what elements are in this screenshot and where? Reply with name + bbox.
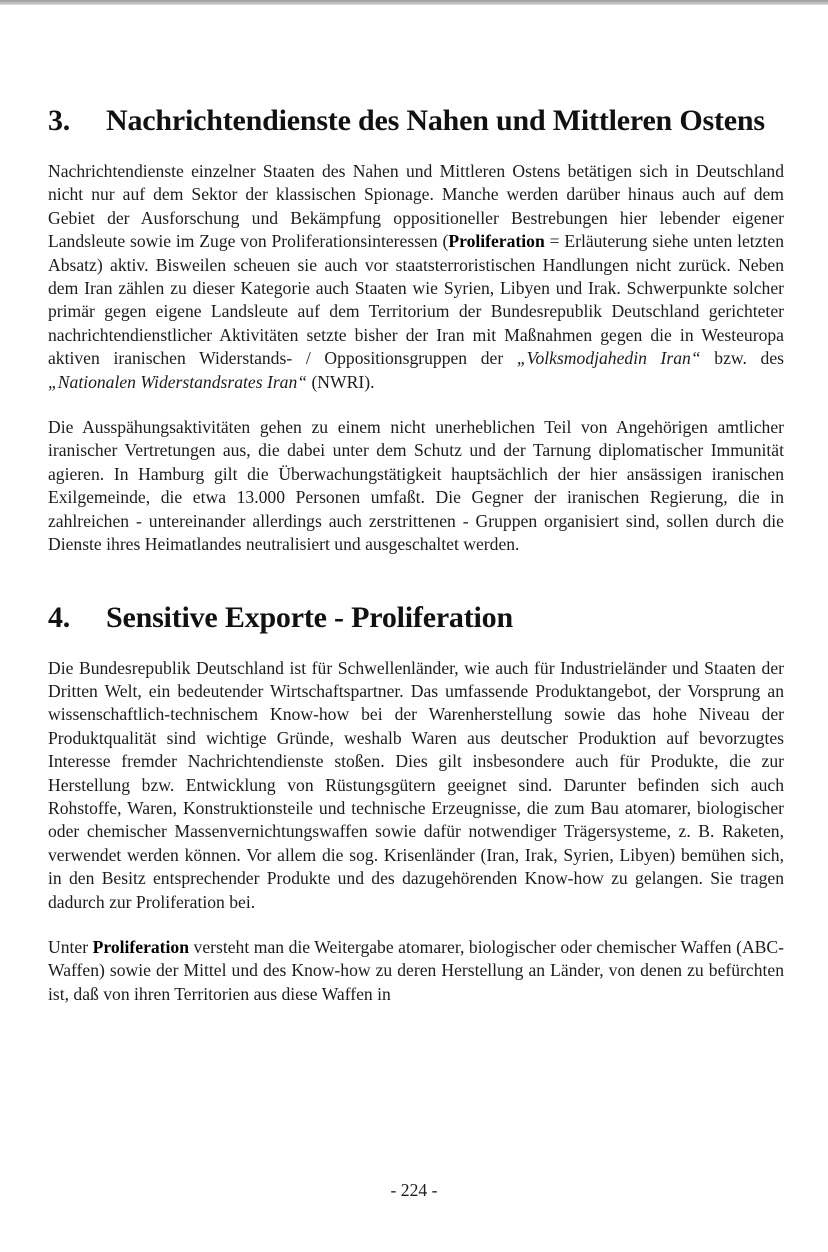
text-run: Die Bundesrepublik Deutschland ist für Schwellenländer, wie auch für Industrieländer und Staaten der Dritten Welt, ein bedeutender Wirtschaftspartner. Das umfassende Produktangebot, der Vorsprung an wissenschaftlich-technischem Know-how bei der Warenherstellung sowie das hohe Niveau der Produktqualität sind wichtige Gründe, weshalb Waren aus deutscher Produktion auf bevorzugtes Interesse fremder Nachrichtendienste stoßen. Dies gilt insbesondere auch für Produkte, die zur Herstellung bzw. Entwicklung von Rüstungsgütern geeignet sind. Darunter befinden sich auch Rohstoffe, Waren, Konstruktionsteile und technische Erzeugnisse, die zum Bau atomarer, biologischer oder chemischer Massenvernichtungswaffen sowie dafür notwendiger Trägersysteme, z. B. Raketen, verwendet werden können. Vor allem die sog. Krisenländer (Iran, Irak, Syrien, Libyen) bemühen sich, in den Besitz entsprechender Produkte und des dazugehörenden Know-how zu gelangen. Sie tragen dadurch zur Proliferation bei. <box>48 657 784 912</box>
text-run: (NWRI). <box>307 371 375 392</box>
page-number: - 224 - <box>390 1180 438 1200</box>
section-4-heading <box>48 601 784 635</box>
section-title: Sensitive Exporte - Proliferation <box>106 600 513 634</box>
section-number: 4. <box>48 600 71 634</box>
document-page <box>48 96 784 1006</box>
paragraph <box>48 160 784 394</box>
text-run: Nachrichtendienste einzelner Staaten des Nahen und Mittleren Ostens betätigen sich in Deutschland nicht nur auf dem Sektor der klassischen Spionage. Manche werden darüber hinaus auch auf dem Gebiet der Ausforschung und Bekämpfung oppositioneller Bestrebungen hier lebender eigener Landsleute sowie im Zuge von Proliferationsinteressen ( <box>48 161 784 252</box>
top-edge-rule <box>0 0 828 5</box>
section-3-heading <box>48 104 784 138</box>
text-run: Die Ausspähungsaktivitäten gehen zu einem nicht unerheblichen Teil von Angehörigen amtlicher iranischer Vertretungen aus, die dabei unter dem Schutz und der Tarnung diplomatischer Immunität agieren. In Hamburg gilt die Überwachungstätigkeit hauptsächlich der hier ansässigen iranischen Exilgemeinde, die etwa 13.000 Personen umfaßt. Die Gegner der iranischen Regierung, die in zahlreichen - untereinander allerdings auch zerstrittenen - Gruppen organisiert sind, sollen durch die Dienste ihres Heimatlandes neutralisiert und ausgeschaltet werden. <box>48 417 784 555</box>
italic-name: „Nationalen Widerstandsrates Iran“ <box>48 371 308 392</box>
paragraph <box>48 416 784 556</box>
text-run: bzw. des <box>700 348 784 369</box>
paragraph <box>48 657 784 914</box>
text-run: = Erläuterung siehe unten letzten Absatz) aktiv. Bisweilen scheuen sie auch vor staatsterroristischen Handlungen nicht zurück. Neben dem Iran zählen zu dieser Kategorie auch Staaten wie Syrien, Libyen und Irak. Schwerpunkte solcher primär gegen eigene Landsleute auf dem Territorium der Bundesrepublik Deutschland gerichteter nachrichtendienstlicher Aktivitäten setzte bisher der Iran mit Maßnahmen gegen die in Westeuropa aktiven iranischen Widerstands- / Oppositionsgruppen der <box>48 231 785 369</box>
section-number: 3. <box>48 104 71 137</box>
paragraph <box>48 936 784 1006</box>
bold-term: Proliferation <box>92 936 190 957</box>
italic-name: „Volksmodjahedin Iran“ <box>516 348 701 369</box>
text-run: versteht man die Weitergabe atomarer, biologischer oder chemischer Waffen (ABC-Waffen) sowie der Mittel und des Know-how zu deren Herstellung an Länder, von denen zu befürchten ist, daß von ihren Territorien aus diese Waffen in <box>48 936 784 1004</box>
text-run: Unter <box>48 936 93 957</box>
section-title: Nachrichtendienste des Nahen und Mittleren Ostens <box>106 104 765 137</box>
bold-term: Proliferation <box>448 231 545 252</box>
